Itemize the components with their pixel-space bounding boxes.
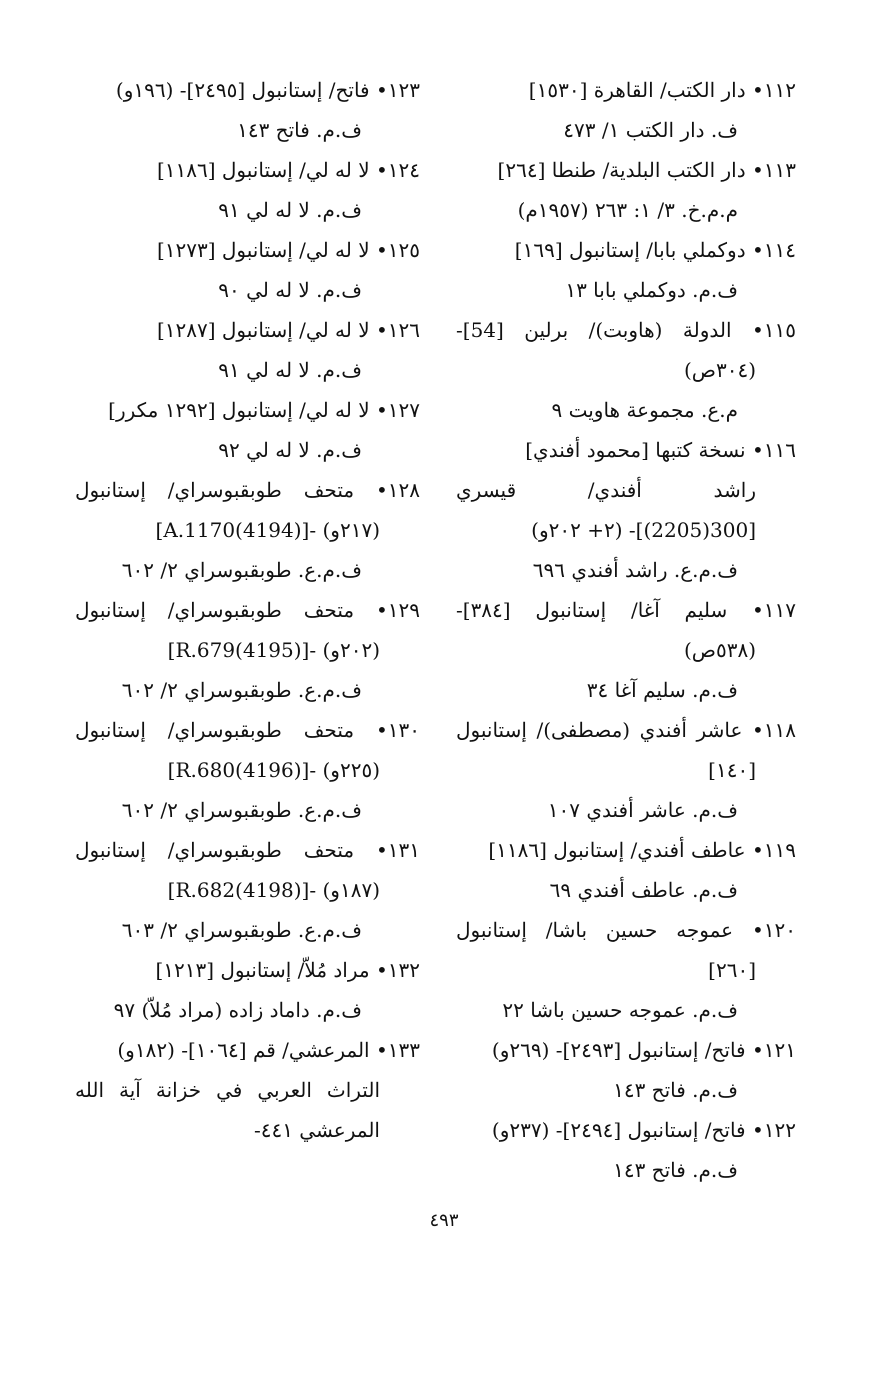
entry-heading: ١١٩• عاطف أفندي/ إستانبول [١١٨٦] bbox=[488, 838, 796, 862]
manuscript-entry bbox=[456, 910, 796, 1030]
catalog-reference: ف.م.ع. طوبقبوسراي ٢/ ٦٠٢ bbox=[121, 558, 362, 582]
entry-continuation: المرعشي ٤٤١- bbox=[253, 1118, 380, 1142]
entry-continuation: [١٤٠] bbox=[708, 758, 756, 782]
entry-continuation: (٣٠٤ص) bbox=[683, 358, 756, 382]
entry-heading: ١٣١• متحف طوبقبوسراي/ إستانبول bbox=[75, 838, 420, 862]
entry-heading: ١٢٥• لا له لي/ إستانبول [١٢٧٣] bbox=[156, 238, 420, 262]
entry-heading: ١١٤• دوكملي بابا/ إستانبول [١٦٩] bbox=[514, 238, 796, 262]
entry-heading: ١٢٨• متحف طوبقبوسراي/ إستانبول bbox=[75, 478, 420, 502]
catalog-reference: ف. دار الكتب ١/ ٤٧٣ bbox=[563, 118, 738, 142]
left-column bbox=[75, 70, 420, 1150]
catalog-reference: ف.م. لا له لي ٩١ bbox=[218, 198, 362, 222]
entry-continuation: [R.680(4196)]- (٢٢٥و) bbox=[167, 758, 380, 782]
manuscript-entry bbox=[456, 310, 796, 430]
manuscript-entry bbox=[75, 310, 420, 390]
manuscript-entry bbox=[75, 150, 420, 230]
catalog-reference: ف.م. سليم آغا ٣٤ bbox=[586, 678, 738, 702]
page-number: ٤٩٣ bbox=[429, 1210, 459, 1231]
entry-heading: ١٣٠• متحف طوبقبوسراي/ إستانبول bbox=[75, 718, 420, 742]
catalog-reference: م.م.خ. ٣/ ١: ٢٦٣ (١٩٥٧م) bbox=[517, 198, 738, 222]
catalog-reference: ف.م. عاشر أفندي ١٠٧ bbox=[547, 798, 738, 822]
manuscript-entry bbox=[456, 1030, 796, 1110]
manuscript-entry bbox=[75, 1030, 420, 1150]
manuscript-entry bbox=[75, 710, 420, 830]
manuscript-entry bbox=[75, 950, 420, 1030]
entry-heading: ١١٢• دار الكتب/ القاهرة [١٥٣٠] bbox=[528, 78, 796, 102]
manuscript-entry bbox=[75, 230, 420, 310]
entry-heading: ١٢٧• لا له لي/ إستانبول [١٢٩٢ مكرر] bbox=[108, 398, 420, 422]
entry-heading: ١٢٠• عموجه حسين باشا/ إستانبول bbox=[456, 918, 796, 942]
entry-continuation: (٥٣٨ص) bbox=[683, 638, 756, 662]
catalog-reference: ف.م.ع. طوبقبوسراي ٢/ ٦٠٢ bbox=[121, 798, 362, 822]
manuscript-entry bbox=[75, 470, 420, 590]
catalog-reference: م.ع. مجموعة هاويت ٩ bbox=[551, 398, 738, 422]
manuscript-entry bbox=[456, 70, 796, 150]
entry-heading: ١٢١• فاتح/ إستانبول [٢٤٩٣]- (٢٦٩و) bbox=[491, 1038, 796, 1062]
catalog-reference: ف.م. لا له لي ٩١ bbox=[218, 358, 362, 382]
manuscript-entry bbox=[75, 70, 420, 150]
catalog-reference: ف.م.ع. طوبقبوسراي ٢/ ٦٠٢ bbox=[121, 678, 362, 702]
catalog-reference: ف.م. فاتح ١٤٣ bbox=[613, 1078, 738, 1102]
catalog-reference: ف.م. عموجه حسين باشا ٢٢ bbox=[502, 998, 738, 1022]
catalog-reference: ف.م. دوكملي بابا ١٣ bbox=[565, 278, 738, 302]
entry-continuation: [R.679(4195)]- (٢٠٢و) bbox=[167, 638, 380, 662]
manuscript-entry bbox=[456, 710, 796, 830]
catalog-reference: ف.م. فاتح ١٤٣ bbox=[613, 1158, 738, 1182]
catalog-reference: ف.م.ع. طوبقبوسراي ٢/ ٦٠٣ bbox=[121, 918, 362, 942]
entry-heading: ١٣٣• المرعشي/ قم [١٠٦٤]- (١٨٢و) bbox=[117, 1038, 420, 1062]
entry-heading: ١٢٣• فاتح/ إستانبول [٢٤٩٥]- (١٩٦و) bbox=[115, 78, 420, 102]
manuscript-entry bbox=[456, 830, 796, 910]
catalog-reference: ف.م. لا له لي ٩٢ bbox=[218, 438, 362, 462]
entry-continuation: [٢٦٠] bbox=[708, 958, 756, 982]
catalog-reference: ف.م. عاطف أفندي ٦٩ bbox=[549, 878, 738, 902]
entry-heading: ١٢٦• لا له لي/ إستانبول [١٢٨٧] bbox=[156, 318, 420, 342]
entry-continuation: التراث العربي في خزانة آية الله bbox=[75, 1078, 380, 1102]
entry-continuation: [300(2205)]- (٢+ ٢٠٢و) bbox=[531, 518, 756, 542]
entry-heading: ١١٦• نسخة كتبها [محمود أفندي] bbox=[525, 438, 796, 462]
entry-heading: ١١٧• سليم آغا/ إستانبول [٣٨٤]- bbox=[456, 598, 796, 622]
entry-heading: ١١٣• دار الكتب البلدية/ طنطا [٢٦٤] bbox=[497, 158, 796, 182]
entry-heading: ١١٥• الدولة (هاوبت)/ برلين [54]- bbox=[456, 318, 796, 342]
right-column bbox=[456, 70, 796, 1190]
manuscript-entry bbox=[75, 830, 420, 950]
catalog-reference: ف.م.ع. راشد أفندي ٦٩٦ bbox=[532, 558, 738, 582]
entry-heading: ١٣٢• مراد مُلاّ/ إستانبول [١٢١٣] bbox=[155, 958, 420, 982]
manuscript-entry bbox=[456, 1110, 796, 1190]
manuscript-entry bbox=[456, 430, 796, 590]
entry-continuation: [R.682(4198)]- (١٨٧و) bbox=[167, 878, 380, 902]
entry-heading: ١٢٤• لا له لي/ إستانبول [١١٨٦] bbox=[156, 158, 420, 182]
manuscript-entry bbox=[456, 150, 796, 230]
entry-heading: ١٢٢• فاتح/ إستانبول [٢٤٩٤]- (٢٣٧و) bbox=[491, 1118, 796, 1142]
catalog-reference: ف.م. داماد زاده (مراد مُلاّ) ٩٧ bbox=[113, 998, 362, 1022]
manuscript-entry bbox=[75, 390, 420, 470]
entry-continuation: راشد أفندي/ قيسري bbox=[456, 478, 756, 502]
manuscript-entry bbox=[456, 230, 796, 310]
catalog-reference: ف.م. لا له لي ٩٠ bbox=[218, 278, 362, 302]
catalog-reference: ف.م. فاتح ١٤٣ bbox=[237, 118, 362, 142]
entry-heading: ١٢٩• متحف طوبقبوسراي/ إستانبول bbox=[75, 598, 420, 622]
manuscript-entry bbox=[75, 590, 420, 710]
entry-continuation: [A.1170(4194)]- (٢١٧و) bbox=[155, 518, 380, 542]
manuscript-entry bbox=[456, 590, 796, 710]
entry-heading: ١١٨• عاشر أفندي (مصطفى)/ إستانبول bbox=[456, 718, 796, 742]
